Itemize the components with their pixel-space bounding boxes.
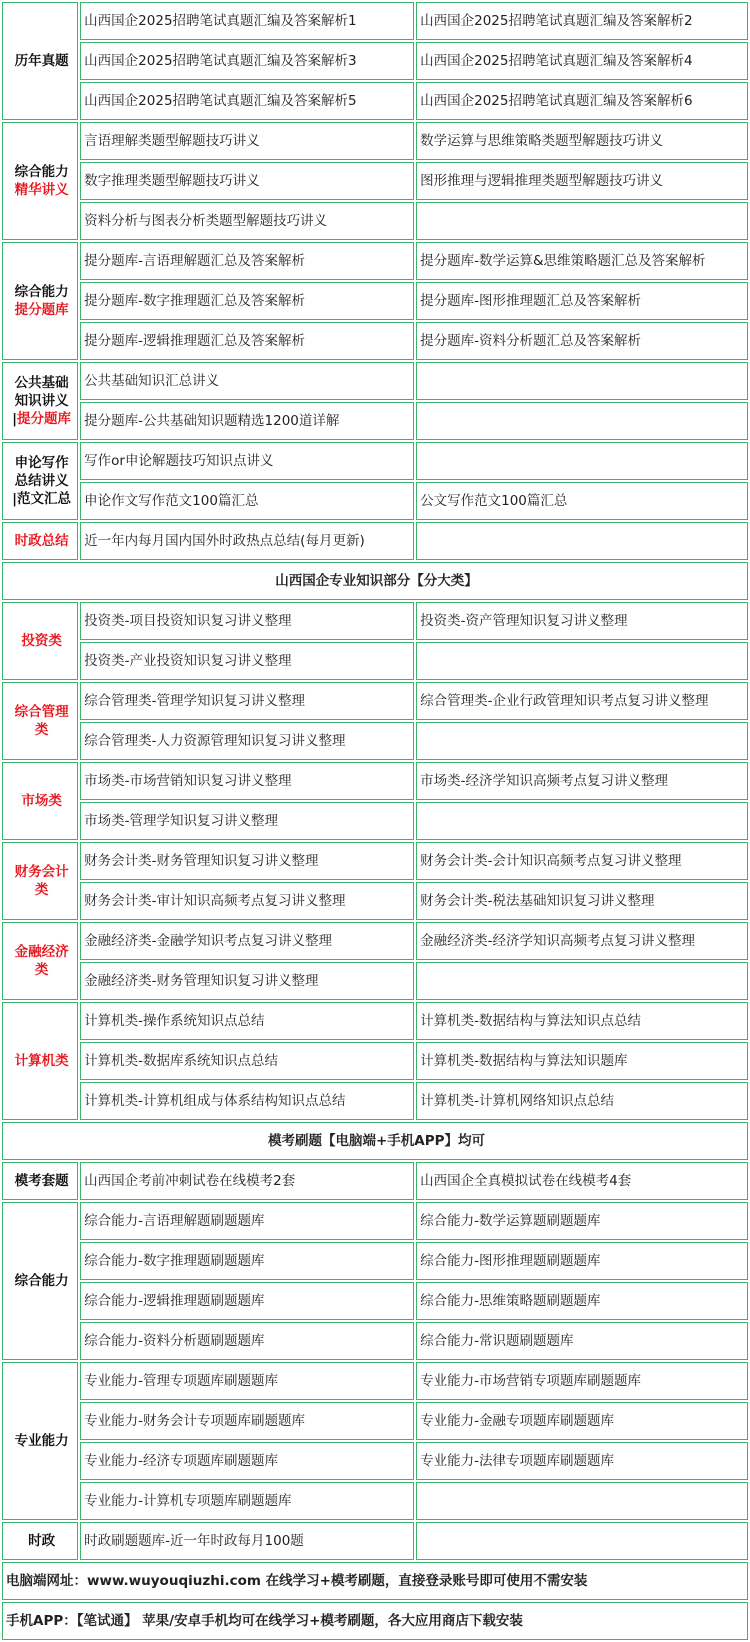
resource-item[interactable]: 山西国企2025招聘笔试真题汇编及答案解析4 [416, 42, 748, 80]
table-row [2, 1402, 748, 1440]
category-cell [2, 1002, 78, 1120]
table-row [2, 1442, 748, 1480]
footer-app-text[interactable]: 手机APP：【笔试通】 苹果/安卓手机均可在线学习+模考刷题，各大应用商店下载安装 [2, 1602, 748, 1640]
table-row [2, 882, 748, 920]
table-row [2, 1042, 748, 1080]
category-label: 精华讲义 [14, 182, 69, 198]
category-label: 类 [34, 962, 49, 978]
resource-item[interactable]: 时政刷题题库-近一年时政每月100题 [80, 1522, 414, 1560]
category-cell [2, 762, 78, 840]
empty-cell [416, 402, 748, 440]
resource-item[interactable]: 写作or申论解题技巧知识点讲义 [80, 442, 414, 480]
resource-item[interactable]: 专业能力-经济专项题库刷题题库 [80, 1442, 414, 1480]
category-cell [2, 522, 78, 560]
resource-item[interactable]: 提分题库-数字推理题汇总及答案解析 [80, 282, 414, 320]
table-row [2, 1482, 748, 1520]
resource-item[interactable]: 综合管理类-企业行政管理知识考点复习讲义整理 [416, 682, 748, 720]
empty-cell [416, 1522, 748, 1560]
table-row [2, 1322, 748, 1360]
resource-item[interactable]: 财务会计类-税法基础知识复习讲义整理 [416, 882, 748, 920]
category-label: 计算机类 [14, 1053, 69, 1069]
table-row [2, 1242, 748, 1280]
table-row [2, 642, 748, 680]
category-label: | [12, 491, 18, 507]
table-row [2, 242, 748, 280]
category-label: | [12, 411, 18, 427]
resource-item[interactable]: 山西国企考前冲刺试卷在线模考2套 [80, 1162, 414, 1200]
table-row [2, 1362, 748, 1400]
resource-item[interactable]: 山西国企2025招聘笔试真题汇编及答案解析1 [80, 2, 414, 40]
table-row [2, 922, 748, 960]
resource-item[interactable]: 专业能力-法律专项题库刷题题库 [416, 1442, 748, 1480]
banner-row [2, 562, 748, 600]
resource-item[interactable]: 山西国企2025招聘笔试真题汇编及答案解析5 [80, 82, 414, 120]
category-label: 投资类 [21, 633, 62, 649]
table-row [2, 1082, 748, 1120]
resource-item[interactable]: 投资类-资产管理知识复习讲义整理 [416, 602, 748, 640]
empty-cell [416, 522, 748, 560]
empty-cell [416, 722, 748, 760]
table-row [2, 482, 748, 520]
resource-item[interactable]: 言语理解类题型解题技巧讲义 [80, 122, 414, 160]
empty-cell [416, 362, 748, 400]
resource-item[interactable]: 投资类-产业投资知识复习讲义整理 [80, 642, 414, 680]
table-row [2, 962, 748, 1000]
category-label: 模考套题 [14, 1173, 69, 1189]
table-row [2, 1282, 748, 1320]
empty-cell [416, 642, 748, 680]
category-label: 总结讲义 [14, 473, 69, 489]
table-row [2, 202, 748, 240]
table-body-banner1 [2, 562, 748, 600]
resource-item[interactable]: 提分题库-资料分析题汇总及答案解析 [416, 322, 748, 360]
table-row [2, 722, 748, 760]
table-row [2, 1162, 748, 1200]
resource-item[interactable]: 近一年内每月国内国外时政热点总结(每月更新) [80, 522, 414, 560]
banner-mock-exam: 模考刷题【电脑端+手机APP】均可 [2, 1122, 748, 1160]
category-label: 综合能力 [14, 164, 69, 180]
banner-row [2, 1122, 748, 1160]
table-body-banner2 [2, 1122, 748, 1160]
table-body-mock [2, 1162, 748, 1560]
category-cell [2, 442, 78, 520]
category-label: 提分题库 [14, 302, 69, 318]
resource-item[interactable]: 提分题库-公共基础知识题精选1200道详解 [80, 402, 414, 440]
resource-item[interactable]: 数学运算与思维策略类题型解题技巧讲义 [416, 122, 748, 160]
resource-item[interactable]: 提分题库-数学运算&思维策略题汇总及答案解析 [416, 242, 748, 280]
resource-item[interactable]: 金融经济类-金融学知识考点复习讲义整理 [80, 922, 414, 960]
resource-item[interactable]: 公文写作范文100篇汇总 [416, 482, 748, 520]
category-cell [2, 1202, 78, 1360]
category-label: 时政总结 [14, 533, 69, 549]
resource-item[interactable]: 计算机类-数据结构与算法知识点总结 [416, 1002, 748, 1040]
empty-cell [416, 802, 748, 840]
category-cell [2, 682, 78, 760]
table-row [2, 442, 748, 480]
footer-row [2, 1562, 748, 1600]
category-cell [2, 1362, 78, 1520]
table-body-general [2, 2, 748, 560]
category-cell [2, 842, 78, 920]
resource-item[interactable]: 资料分析与图表分析类题型解题技巧讲义 [80, 202, 414, 240]
resource-item[interactable]: 综合能力-数字推理题刷题题库 [80, 1242, 414, 1280]
category-label: 综合能力 [14, 1273, 69, 1289]
table-row [2, 602, 748, 640]
category-cell [2, 122, 78, 240]
category-label: 综合管理 [14, 704, 69, 720]
resource-item[interactable]: 综合能力-言语理解题刷题题库 [80, 1202, 414, 1240]
resource-item[interactable]: 图形推理与逻辑推理类题型解题技巧讲义 [416, 162, 748, 200]
category-label: 专业能力 [14, 1433, 69, 1449]
resource-item[interactable]: 综合能力-常识题刷题题库 [416, 1322, 748, 1360]
category-label: 市场类 [21, 793, 62, 809]
resource-item[interactable]: 综合管理类-人力资源管理知识复习讲义整理 [80, 722, 414, 760]
resource-item[interactable]: 山西国企2025招聘笔试真题汇编及答案解析6 [416, 82, 748, 120]
resource-item[interactable]: 财务会计类-会计知识高频考点复习讲义整理 [416, 842, 748, 880]
resource-item[interactable]: 计算机类-数据库系统知识点总结 [80, 1042, 414, 1080]
resource-item[interactable]: 计算机类-数据结构与算法知识题库 [416, 1042, 748, 1080]
resource-item[interactable]: 综合能力-思维策略题刷题题库 [416, 1282, 748, 1320]
resource-item[interactable]: 公共基础知识汇总讲义 [80, 362, 414, 400]
resource-item[interactable]: 专业能力-市场营销专项题库刷题题库 [416, 1362, 748, 1400]
resource-item[interactable]: 金融经济类-财务管理知识复习讲义整理 [80, 962, 414, 1000]
footer-row [2, 1602, 748, 1640]
category-label: 财务会计 [14, 864, 69, 880]
resource-item[interactable]: 提分题库-图形推理题汇总及答案解析 [416, 282, 748, 320]
table-row [2, 322, 748, 360]
category-cell [2, 362, 78, 440]
empty-cell [416, 202, 748, 240]
category-cell [2, 602, 78, 680]
resource-item[interactable]: 山西国企2025招聘笔试真题汇编及答案解析3 [80, 42, 414, 80]
table-row [2, 802, 748, 840]
footer-website-text[interactable]: 电脑端网址：www.wuyouqiuzhi.com 在线学习+模考刷题，直接登录账号即可使用不需安装 [2, 1562, 748, 1600]
resource-item[interactable]: 专业能力-计算机专项题库刷题题库 [80, 1482, 414, 1520]
category-label: 历年真题 [14, 53, 69, 69]
resource-item[interactable]: 财务会计类-审计知识高频考点复习讲义整理 [80, 882, 414, 920]
resource-item[interactable]: 计算机类-计算机组成与体系结构知识点总结 [80, 1082, 414, 1120]
resource-item[interactable]: 市场类-管理学知识复习讲义整理 [80, 802, 414, 840]
category-label: 时政 [28, 1533, 56, 1549]
resource-item[interactable]: 投资类-项目投资知识复习讲义整理 [80, 602, 414, 640]
category-cell [2, 2, 78, 120]
resource-item[interactable]: 山西国企2025招聘笔试真题汇编及答案解析2 [416, 2, 748, 40]
resource-item[interactable]: 专业能力-管理专项题库刷题题库 [80, 1362, 414, 1400]
category-label: 金融经济 [14, 944, 69, 960]
category-cell [2, 922, 78, 1000]
table-row [2, 2, 748, 40]
category-label: 类 [34, 882, 49, 898]
table-row [2, 162, 748, 200]
table-row [2, 42, 748, 80]
resource-item[interactable]: 数字推理类题型解题技巧讲义 [80, 162, 414, 200]
table-row [2, 1002, 748, 1040]
empty-cell [416, 962, 748, 1000]
table-row [2, 682, 748, 720]
category-cell [2, 242, 78, 360]
table-row [2, 1202, 748, 1240]
resource-item[interactable]: 金融经济类-经济学知识高频考点复习讲义整理 [416, 922, 748, 960]
category-label: 范文汇总 [17, 491, 72, 507]
resource-item[interactable]: 专业能力-财务会计专项题库刷题题库 [80, 1402, 414, 1440]
category-label: 知识讲义 [14, 393, 69, 409]
resource-item[interactable]: 市场类-市场营销知识复习讲义整理 [80, 762, 414, 800]
table-row [2, 762, 748, 800]
table-body-professional [2, 602, 748, 1120]
table-row [2, 82, 748, 120]
category-label: 提分题库 [17, 411, 72, 427]
resource-item[interactable]: 计算机类-操作系统知识点总结 [80, 1002, 414, 1040]
resource-item[interactable]: 市场类-经济学知识高频考点复习讲义整理 [416, 762, 748, 800]
resource-item[interactable]: 综合能力-资料分析题刷题题库 [80, 1322, 414, 1360]
table-row [2, 1522, 748, 1560]
category-label: 公共基础 [14, 375, 69, 391]
resource-item[interactable]: 申论作文写作范文100篇汇总 [80, 482, 414, 520]
resource-item[interactable]: 计算机类-计算机网络知识点总结 [416, 1082, 748, 1120]
table-row [2, 122, 748, 160]
resource-item[interactable]: 专业能力-金融专项题库刷题题库 [416, 1402, 748, 1440]
empty-cell [416, 442, 748, 480]
resource-item[interactable]: 综合能力-图形推理题刷题题库 [416, 1242, 748, 1280]
resource-item[interactable]: 提分题库-言语理解题汇总及答案解析 [80, 242, 414, 280]
table-body-footer [2, 1562, 748, 1640]
resource-item[interactable]: 山西国企全真模拟试卷在线模考4套 [416, 1162, 748, 1200]
table-row [2, 842, 748, 880]
empty-cell [416, 1482, 748, 1520]
category-label: 类 [34, 722, 49, 738]
banner-professional-knowledge: 山西国企专业知识部分【分大类】 [2, 562, 748, 600]
category-label: 综合能力 [14, 284, 69, 300]
category-cell [2, 1162, 78, 1200]
table-row [2, 362, 748, 400]
category-label: 申论写作 [14, 455, 69, 471]
resource-item[interactable]: 综合能力-逻辑推理题刷题题库 [80, 1282, 414, 1320]
table-row [2, 282, 748, 320]
resource-item[interactable]: 综合能力-数学运算题刷题题库 [416, 1202, 748, 1240]
table-row [2, 522, 748, 560]
resource-item[interactable]: 财务会计类-财务管理知识复习讲义整理 [80, 842, 414, 880]
resource-item[interactable]: 综合管理类-管理学知识复习讲义整理 [80, 682, 414, 720]
resource-item[interactable]: 提分题库-逻辑推理题汇总及答案解析 [80, 322, 414, 360]
table-row [2, 402, 748, 440]
category-cell [2, 1522, 78, 1560]
